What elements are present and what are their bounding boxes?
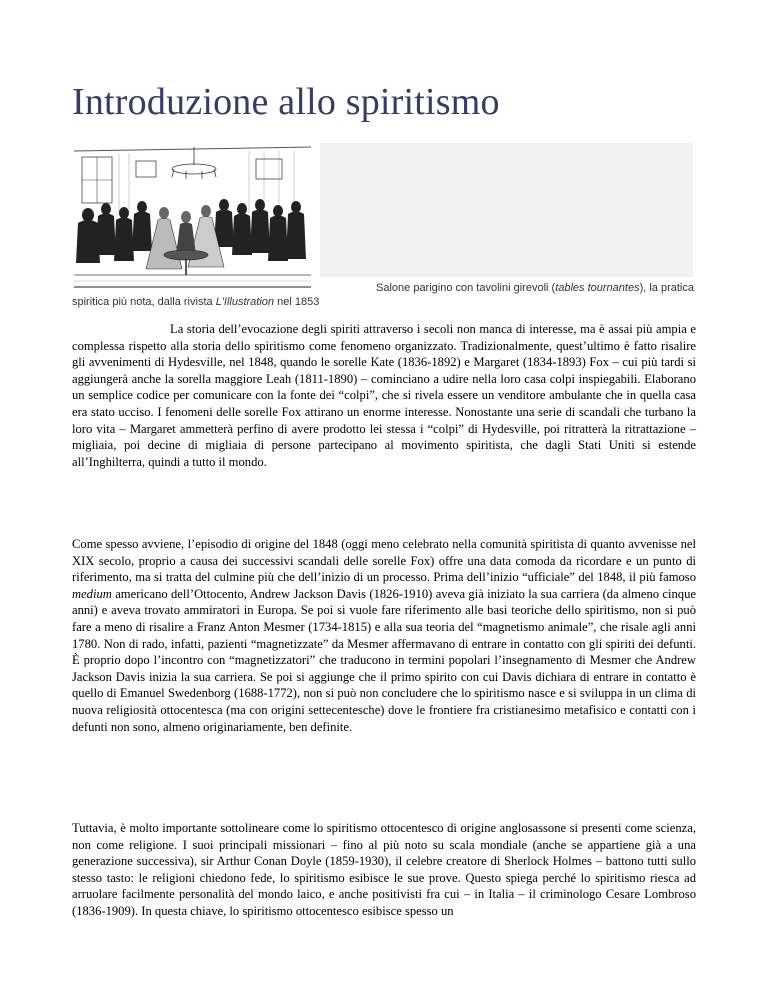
paragraph-text: Come spesso avviene, l’episodio di origine del 1848 (oggi meno celebrato nella comunità spiritista di quanto avvenisse nel XIX secolo, proprio a causa dei successivi scandali delle sorelle Fox) offre una data comoda da ricordare e un punto di riferimento, ma si tratta del culmine più che dell’inizio di un processo. Prima dell’inizio “ufficiale” del 1848, il più famoso [72, 537, 696, 585]
caption-line-2 [72, 296, 696, 310]
engraving-seance-illustration-icon [74, 143, 311, 288]
paragraph-1: La storia dell’evocazione degli spiriti attraverso i secoli non manca di interesse, ma è assai più ampia e complessa rispetto alla storia dello spiritismo come fenomeno organizzato. Tradizionalmente, quest’ultimo è fatto risalire gli avvenimenti di Hydesville, nel 1848, quando le sorelle Kate (1836-1892) e Margaret (1834-1893) Fox – cui più tardi si aggiungerà anche la sorella maggiore Leah (1811-1890) – cominciano a udire nella loro casa colpi inspiegabili. Elaborano un semplice codice per comunicare con la fonte dei “colpi”, che si rivela essere un venditore ambulante che in quella casa era stato ucciso. I fenomeni delle sorelle Fox attirano un enorme interesse. Nonostante una serie di scandali che turbano la loro vita – Margaret ammetterà perfino di avere prodotto lei stessa i “colpi” di Hydesville, poi ritratterà la ritrattazione – migliaia, poi decine di migliaia di persone partecipano al movimento spiritista, che dagli Stati Uniti si estende all’Inghilterra, quindi a tutto il mondo. [72, 322, 696, 469]
paragraph-italic: medium [72, 586, 112, 601]
caption-text: nel 1853 [274, 295, 320, 308]
caption-text: Salone parigino con tavolini girevoli ( [376, 282, 556, 294]
caption-text: ), la pratica [639, 282, 694, 294]
paragraph-text: americano dell’Ottocento, Andrew Jackson Davis (1826-1910) aveva già iniziato la sua carriera (da almeno cinque anni) e aveva trovato ammiratori in Europa. Se poi si vuole fare riferimento alle basi teoriche dello spiritismo, non si può fare a meno di risalire a Franz Anton Mesmer (1734-1815) e alla sua teoria del “magnetismo animale”, che risale agli anni 1780. Non di rado, infatti, pazienti “magnetizzate” da Mesmer affermavano di entrare in contatto con gli spiriti dei defunti. È proprio dopo l’incontro con “magnetizzatori” che traducono in termini popolari l’insegnamento di Mesmer che Andrew Jackson Davis inizia la sua carriera. Se poi si aggiunge che il primo spirito con cui Davis dichiara di entrare in contatto è quello di Emanuel Swedenborg (1688-1772), non si può non concludere che lo spiritismo nasce e si sviluppa in un clima di nuova religiosità ottocentesca (ma con origini settecentesche) dove le frontiere fra cristianesimo metafisico e contatti con i defunti non sono, almeno originariamente, ben definite. [72, 586, 696, 734]
caption-italic: L'Illustration [215, 295, 275, 308]
caption-text: spiritica più nota, dalla rivista [72, 295, 216, 308]
paragraph-2 [72, 536, 696, 735]
caption-italic: tables tournantes [555, 282, 640, 294]
figure-caption [72, 282, 696, 309]
image-placeholder [320, 143, 693, 277]
page-title: Introduzione allo spiritismo [72, 81, 500, 123]
paragraph-3: Tuttavia, è molto importante sottolineare come lo spiritismo ottocentesco di origine anglosassone si presenti come scienza, non come religione. I suoi principali missionari – fino al più noto su scala mondiale (anche se appartiene già a una generazione successiva), sir Arthur Conan Doyle (1859-1930), il celebre creatore di Sherlock Holmes – battono tutti sullo stesso tasto: le religioni chiedono fede, lo spiritismo esibisce le sue prove. Questo spiega perché lo spiritismo riesca ad arruolare facilmente personalità del mondo laico, e anche positivisti fra cui – in Italia – il criminologo Cesare Lombroso (1836-1909). In questa chiave, lo spiritismo ottocentesco esibisce spesso un [72, 821, 696, 918]
caption-line-1 [72, 282, 696, 296]
